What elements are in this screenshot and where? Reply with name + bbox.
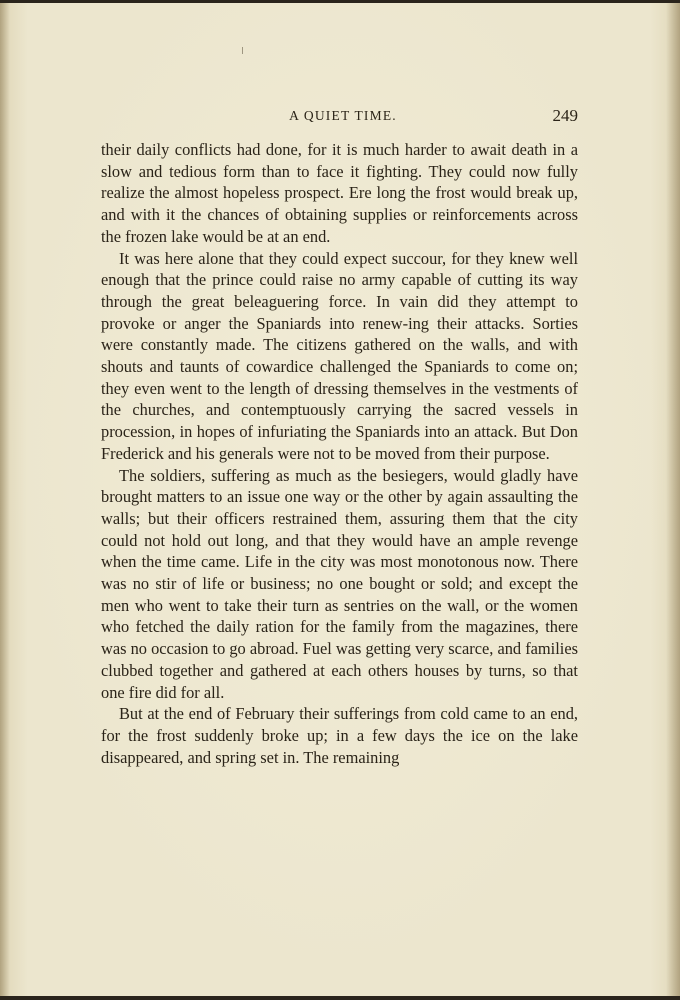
page-header (100, 106, 578, 126)
paragraph-3: The soldiers, suffering as much as the besiegers, would gladly have brought matters to an issue one way or the other by again assaulting the walls; but their officers restrained them, assuring them that the city could not hold out long, and that they would have an ample revenge when the time came. Life in the city was most monotonous now. There was no stir of life or business; no one bought or sold; and except the men who went to take their turn as sentries on the wall, or the women who fetched the daily ration for the family from the magazines, there was no occasion to go abroad. Fuel was getting very scarce, and families clubbed together and gathered at each others houses by turns, so that one fire did for all. (101, 465, 579, 702)
running-head: A QUIET TIME. (289, 108, 397, 123)
page-number: 249 (552, 106, 578, 125)
body-text (101, 139, 578, 768)
page-edge-left (0, 3, 10, 996)
ink-mark (242, 47, 243, 54)
paragraph-1: their daily conflicts had done, for it is much harder to await death in a slow and tedious form than to face it fighting. They could now fully realize the almost hopeless prospect. Ere long the frost would break up, and with it the chances of obtaining supplies or reinforcements across the frozen lake would be at an end. (101, 140, 578, 246)
page-edge-right (666, 3, 680, 996)
paragraph-2: It was here alone that they could expect succour, for they knew well enough that the prince could raise no army capable of cutting its way through the great beleaguering force. In vain did they attempt to provoke or anger the Spaniards into renew-ing their attacks. Sorties were constantly made. The citizens gathered on the walls, and with shouts and taunts of cowardice challenged the Spaniards to come on; they even went to the length of dressing themselves in the vestments of the churches, and contemptuously carrying the sacred vessels in procession, in hopes of infuriating the Spaniards into an attack. But Don Frederick and his generals were not to be moved from their purpose. (101, 248, 578, 463)
paragraph-4: But at the end of February their sufferings from cold came to an end, for the frost suddenly broke up; in a few days the ice on the lake disappeared, and spring set in. The remaining (101, 704, 578, 767)
